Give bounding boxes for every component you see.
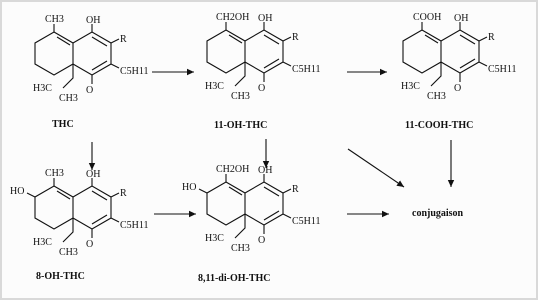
molecule-thc [33,14,149,130]
thc-bonds [35,24,119,88]
11-cooh-thc-ring-oxygen: O [454,83,462,94]
11-oh-thc-label: 11-OH-THC [214,120,268,131]
8-oh-thc-pentyl: C5H11 [120,220,149,231]
thc-ring-oxygen: O [86,85,94,96]
8-11-di-oh-thc-ring-oxygen: O [258,235,266,246]
8-11-di-oh-thc-r-group: R [292,184,299,195]
thc-gem-methyl: H3C [33,83,52,94]
thc-label: THC [52,119,74,130]
11-cooh-thc-carboxyl: COOH [413,12,442,23]
11-oh-thc-hydroxymethyl: CH2OH [216,12,250,23]
11-oh-thc-pentyl: C5H11 [292,64,321,75]
thc-methyl: CH3 [45,14,64,25]
11-oh-thc-gem-methyl: H3C [205,81,224,92]
8-oh-thc-gem-methyl-2: CH3 [59,247,78,258]
8-oh-thc-ring-oxygen: O [86,239,94,250]
8-oh-thc-8-hydroxyl: HO [10,186,25,197]
8-oh-thc-bonds [27,178,119,242]
8-11-di-oh-thc-bonds [199,174,291,238]
thc-gem-methyl-2: CH3 [59,93,78,104]
8-11-di-oh-thc-hydroxymethyl: CH2OH [216,164,250,175]
8-oh-thc-gem-methyl: H3C [33,237,52,248]
8-oh-thc-methyl: CH3 [45,168,64,179]
11-oh-thc-bonds [207,22,291,86]
11-cooh-thc-gem-methyl: H3C [401,81,420,92]
molecule-11-cooh-thc [401,12,517,131]
thc-pentyl: C5H11 [120,66,149,77]
11-oh-thc-hydroxyl: OH [258,13,273,24]
8-11-di-oh-thc-gem-methyl-2: CH3 [231,243,250,254]
11-cooh-thc-pentyl: C5H11 [488,64,517,75]
11-oh-thc-r-group: R [292,32,299,43]
molecule-8-11-di-oh-thc [182,164,321,284]
11-cooh-thc-bonds [403,22,487,86]
8-oh-thc-r-group: R [120,188,127,199]
metabolism-diagram [2,2,538,302]
8-11-di-oh-thc-hydroxyl: OH [258,165,273,176]
molecule-11-oh-thc [205,12,321,131]
11-cooh-thc-r-group: R [488,32,495,43]
11-cooh-thc-gem-methyl-2: CH3 [427,91,446,102]
8-11-di-oh-thc-label: 8,11-di-OH-THC [198,273,271,284]
8-oh-thc-hydroxyl: OH [86,169,101,180]
8-11-di-oh-thc-gem-methyl: H3C [205,233,224,244]
conjugation-label: conjugaison [412,208,464,219]
thc-hydroxyl: OH [86,15,101,26]
molecule-8-oh-thc [10,168,149,282]
8-11-di-oh-thc-pentyl: C5H11 [292,216,321,227]
11-cooh-thc-label: 11-COOH-THC [405,120,474,131]
11-cooh-thc-hydroxyl: OH [454,13,469,24]
arrow-11-oh-to-conjugation [348,149,404,187]
8-oh-thc-label: 8-OH-THC [36,271,85,282]
11-oh-thc-gem-methyl-2: CH3 [231,91,250,102]
11-oh-thc-ring-oxygen: O [258,83,266,94]
8-11-di-oh-thc-8-hydroxyl: HO [182,182,197,193]
thc-r-group: R [120,34,127,45]
